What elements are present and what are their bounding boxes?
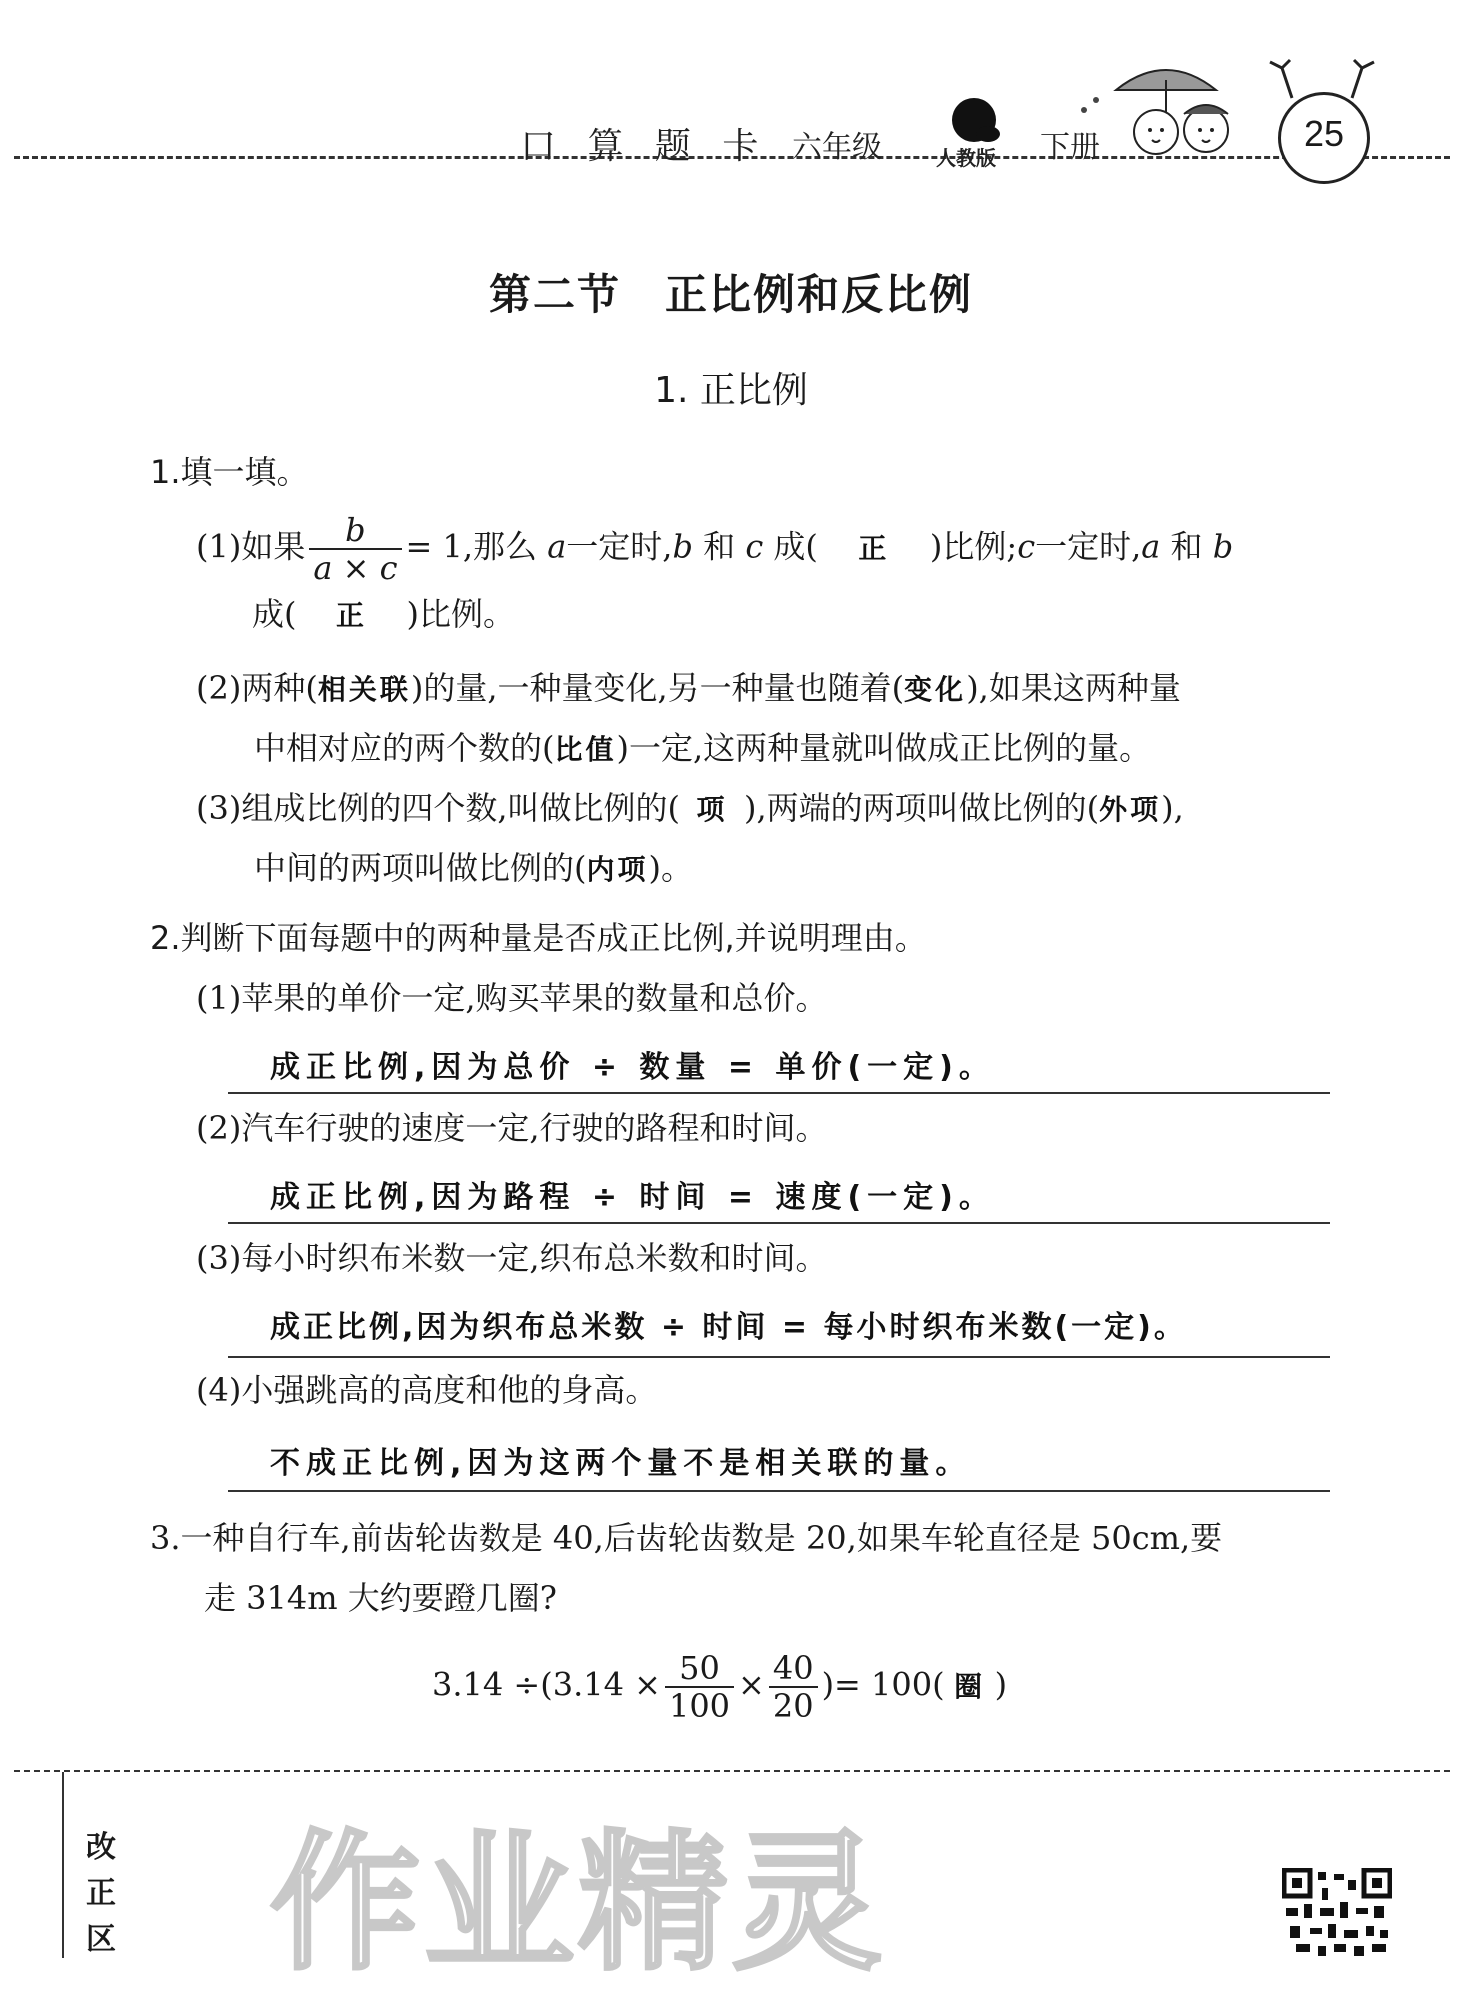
q1-p2-text3: ),如果这两种量 [966,669,1181,707]
q1-p1-answer1: 正 [858,531,890,565]
q3-fraction1 [665,1650,734,1724]
q1-p1-line2-suffix: )比例。 [406,595,515,633]
q3-eq-part-c: ) [994,1665,1008,1704]
q1-p3-answer1: 项 [696,793,728,826]
q2-item3-answer: 成正比例,因为织布总米数 ÷ 时间 = 每小时织布米数(一定)。 [270,1310,1187,1345]
q3-equation [432,1650,1007,1724]
q1-p3-text2: ),两端的两项叫做比例的( [744,789,1100,827]
q2-item3-question: (3)每小时织布米数一定,织布总米数和时间。 [196,1239,828,1277]
q1-p3-line1 [196,788,1184,830]
q2-item4-answer-line [228,1490,1330,1492]
q3-line1: 3.一种自行车,前齿轮齿数是 40,后齿轮齿数是 20,如果车轮直径是 50cm,要 [150,1519,1223,1557]
q1-p2-text5: )一定,这两种量就叫做成正比例的量。 [616,729,1152,767]
correction-area-char-2: 正 [86,1876,116,1911]
q2-item2-answer-line [228,1222,1330,1224]
q2-item1-answer-line [228,1092,1330,1094]
q1-p1-line1 [196,512,1233,586]
q1-p2-line2 [254,728,1151,770]
q1-p1-mid1: = 1,那么 [405,527,538,566]
q1-p1-line2-prefix: 成( [252,595,297,633]
q1-p2-answer2: 变化 [904,673,967,706]
page-number-badge [1278,92,1370,184]
q2-item2-answer: 成正比例,因为路程 ÷ 时间 = 速度(一定)。 [270,1180,995,1215]
q1-p2-text1: (2)两种( [196,669,318,707]
q2-item4-question: (4)小强跳高的高度和他的身高。 [196,1371,658,1409]
correction-area-divider [62,1772,64,1958]
q1-p1-answer2: 正 [335,599,367,632]
q1-p1-frac-num: b [309,512,401,550]
q3-eq-part-a: 3.14 ÷(3.14 × [432,1665,661,1704]
q1-p1-mid6: 一定时, [1035,527,1142,566]
q1-p3-line2 [254,848,693,890]
mascot-hat-icon [948,94,1004,148]
q1-heading: 1.填一填。 [150,453,309,491]
page-number: 25 [1303,113,1345,154]
q1-p1-prefix: (1)如果 [196,527,306,566]
q1-p1-mid5: )比例; [929,527,1018,566]
q3-frac1-den: 100 [668,1687,731,1725]
q2-item1-question: (1)苹果的单价一定,购买苹果的数量和总价。 [196,979,828,1017]
q1-p1-var-a: a [547,527,567,566]
subsection-title: 1. 正比例 [654,370,808,411]
q1-p1-var-b: b [672,527,693,566]
q2-item2-question: (2)汽车行驶的速度一定,行驶的路程和时间。 [196,1109,828,1147]
q2-item1-answer: 成正比例,因为总价 ÷ 数量 = 单价(一定)。 [270,1050,995,1085]
q1-p1-mid3: 和 [703,527,736,566]
q3-eq-unit: 圈 [954,1669,986,1703]
q1-p1-var-c2: c [1017,527,1036,566]
header-volume: 下册 [1040,130,1100,165]
q1-p1-var-c: c [745,527,764,566]
q3-frac2-den: 20 [772,1687,814,1725]
header-publisher: 人教版 [936,146,996,170]
q1-p2-answer3: 比值 [554,733,617,766]
q3-line2: 走 314m 大约要蹬几圈? [204,1579,557,1617]
q1-p1-frac-den: a × c [313,549,398,587]
q1-p3-text5: )。 [648,849,694,887]
section-title: 第二节 正比例和反比例 [488,270,973,319]
q1-p1-var-b2: b [1212,527,1234,566]
q3-fraction2 [769,1650,818,1724]
q1-p3-answer3: 内项 [586,853,649,886]
q1-p2-text4: 中相对应的两个数的( [254,729,555,767]
q1-p1-line2 [252,594,515,636]
q3-eq-times: × [738,1665,765,1704]
q2-heading: 2.判断下面每题中的两种量是否成正比例,并说明理由。 [150,919,927,957]
header-grade: 六年级 [792,130,882,165]
q1-p3-answer2: 外项 [1099,793,1162,826]
qr-code-icon [1282,1868,1392,1958]
header-title: 口 算 题 卡 [520,126,769,167]
q1-p1-var-a2: a [1141,527,1161,566]
q3-frac1-num: 50 [665,1650,734,1688]
q1-p2-line1 [196,668,1181,710]
q1-p3-text3: ), [1161,789,1184,827]
q1-p1-mid2: 一定时, [566,527,673,566]
correction-area-char-3: 区 [86,1922,116,1957]
q2-item4-answer: 不成正比例,因为这两个量不是相关联的量。 [270,1446,972,1481]
q1-p1-mid7: 和 [1170,527,1203,566]
q3-eq-part-b: )= 100( [821,1665,945,1704]
cartoon-kids-umbrella-icon [1076,60,1252,170]
q1-p1-fraction [309,512,401,586]
correction-area-char-1: 改 [86,1830,116,1865]
q1-p2-text2: )的量,一种量变化,另一种量也随着( [410,669,905,707]
watermark-text: 作业精灵 [270,1817,887,1991]
q1-p2-answer1: 相关联 [317,673,411,706]
footer-dashed-line [14,1770,1450,1772]
q2-item3-answer-line [228,1356,1330,1358]
q1-p3-text4: 中间的两项叫做比例的( [254,849,587,887]
q1-p1-mid4: 成( [773,527,818,566]
q1-p3-text1: (3)组成比例的四个数,叫做比例的( [196,789,680,827]
q3-frac2-num: 40 [769,1650,818,1688]
